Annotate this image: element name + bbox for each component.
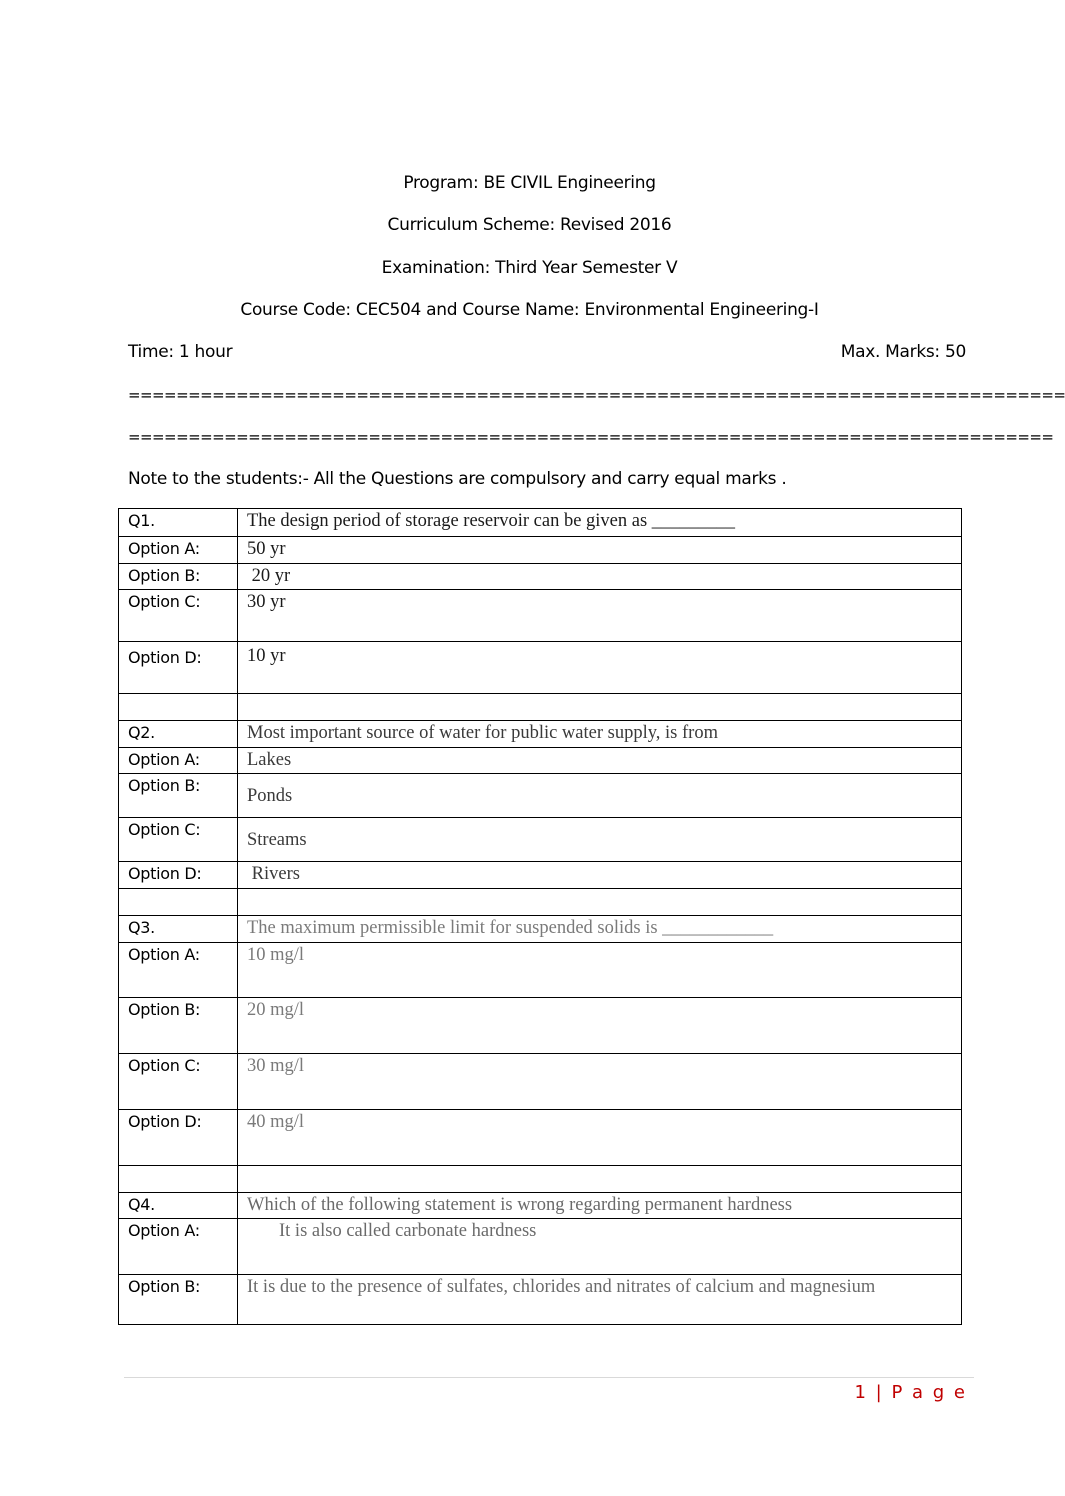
option-label: Option A: [119,943,238,998]
option-text: It is due to the presence of sulfates, chlorides and nitrates of calcium and magnesium [238,1275,962,1325]
separator-line-2: ============================================================================= [128,428,1054,446]
option-row [119,862,962,889]
option-text: Streams [238,818,962,862]
option-label: Option C: [119,818,238,862]
max-marks-label: Max. Marks: 50 [840,342,966,362]
spacer-row [119,1166,962,1193]
option-row [119,590,962,642]
option-label: Option B: [119,1275,238,1325]
footer-rule [124,1377,974,1378]
question-row [119,721,962,748]
page-number: 1 | P a g e [854,1382,967,1403]
question-row [119,1193,962,1219]
question-row [119,916,962,943]
option-label: Option D: [119,642,238,694]
option-row [119,537,962,564]
option-row [119,1219,962,1275]
question-text: Most important source of water for public water supply, is from [238,721,962,748]
option-text: It is also called carbonate hardness [238,1219,962,1275]
option-label: Option B: [119,564,238,590]
question-label: Q4. [119,1193,238,1219]
option-row [119,943,962,998]
question-row [119,509,962,537]
students-note: Note to the students:- All the Questions are compulsory and carry equal marks . [128,469,787,489]
curriculum-line: Curriculum Scheme: Revised 2016 [387,215,672,235]
option-text: Rivers [238,862,962,889]
option-row [119,748,962,774]
option-text: 50 yr [238,537,962,564]
option-row [119,642,962,694]
course-line: Course Code: CEC504 and Course Name: Environmental Engineering-I [240,300,819,320]
question-text: The design period of storage reservoir can be given as _________ [238,509,962,537]
option-text: 10 yr [238,642,962,694]
examination-line: Examination: Third Year Semester V [381,258,678,278]
option-row [119,1275,962,1325]
option-label: Option A: [119,537,238,564]
questions-table [118,508,962,1325]
question-text: The maximum permissible limit for suspended solids is ____________ [238,916,962,943]
option-text: Ponds [238,774,962,818]
option-label: Option A: [119,748,238,774]
option-text: 20 mg/l [238,998,962,1054]
option-text: 20 yr [238,564,962,590]
question-label: Q1. [119,509,238,537]
spacer-row [119,889,962,916]
option-label: Option A: [119,1219,238,1275]
option-label: Option D: [119,862,238,889]
question-label: Q2. [119,721,238,748]
option-text: 30 yr [238,590,962,642]
option-label: Option D: [119,1110,238,1166]
option-text: 10 mg/l [238,943,962,998]
option-row [119,818,962,862]
option-label: Option C: [119,590,238,642]
question-text: Which of the following statement is wrong regarding permanent hardness [238,1193,962,1219]
time-label: Time: 1 hour [128,342,233,362]
option-text: 30 mg/l [238,1054,962,1110]
option-text: Lakes [238,748,962,774]
program-line: Program: BE CIVIL Engineering [403,173,656,193]
option-row [119,774,962,818]
option-text: 40 mg/l [238,1110,962,1166]
spacer-row [119,694,962,721]
option-row [119,1110,962,1166]
option-row [119,564,962,590]
question-label: Q3. [119,916,238,943]
option-row [119,1054,962,1110]
option-label: Option B: [119,998,238,1054]
option-label: Option B: [119,774,238,818]
separator-line-1: ============================================================================== [128,386,1065,404]
option-row [119,998,962,1054]
option-label: Option C: [119,1054,238,1110]
